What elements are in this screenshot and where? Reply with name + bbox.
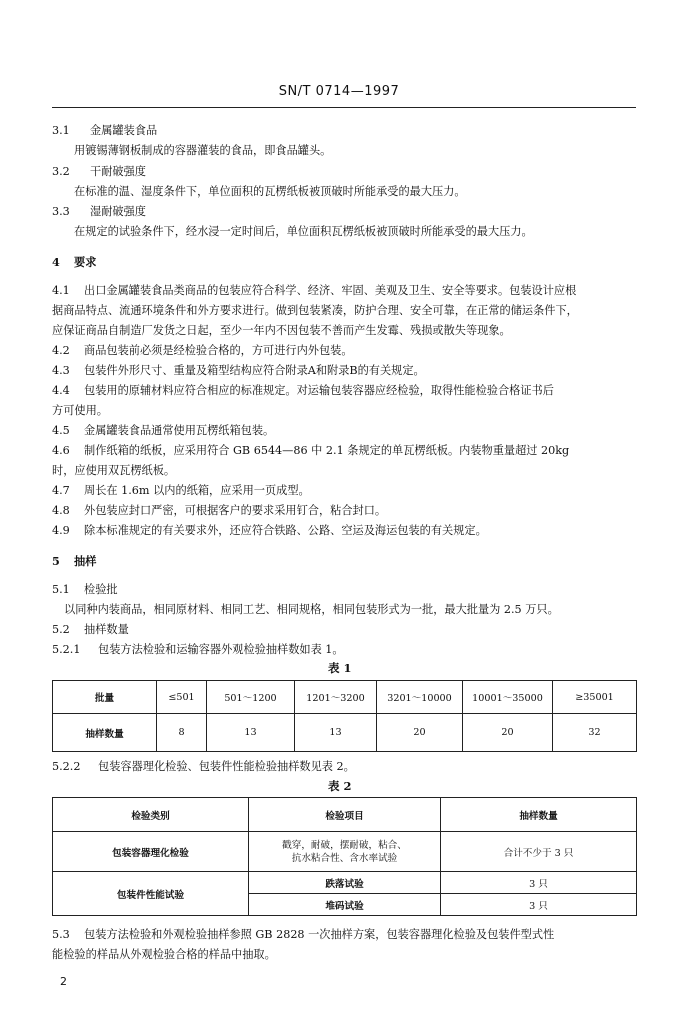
paragraph-text: 外包装应封口严密，可根据客户的要求采用钉合，粘合封口。 bbox=[84, 504, 387, 517]
table-2-caption: 表 2 bbox=[328, 779, 352, 793]
section-number: 4.5 bbox=[52, 424, 70, 437]
table-cell: 合计不少于 3 只 bbox=[441, 832, 637, 872]
page-number: 2 bbox=[60, 975, 67, 988]
section-5-3-line-2: 能检验的样品从外观检验合格的样品中抽取。 bbox=[52, 948, 276, 961]
section-5-2-1 bbox=[52, 643, 344, 657]
table-cell: 501～1200 bbox=[207, 681, 295, 714]
section-title: 要求 bbox=[74, 255, 97, 269]
section-3-1-text: 用镀锡薄钢板制成的容器灌装的食品，即食品罐头。 bbox=[74, 144, 332, 157]
section-4-3 bbox=[52, 364, 425, 378]
section-4-2 bbox=[52, 344, 353, 358]
table-cell: 10001～35000 bbox=[463, 681, 553, 714]
paragraph-text: 除本标准规定的有关要求外，还应符合铁路、公路、空运及海运包装的有关规定。 bbox=[84, 524, 487, 537]
section-number: 4.4 bbox=[52, 384, 70, 397]
section-number: 4.1 bbox=[52, 284, 70, 297]
row-label: 抽样数量 bbox=[53, 714, 157, 752]
paragraph-text: 制作纸箱的纸板，应采用符合 GB 6544—86 中 2.1 条规定的单瓦楞纸板。内装物重量超过 20kg bbox=[84, 444, 570, 457]
section-number: 5.3 bbox=[52, 928, 70, 941]
section-3-2-heading bbox=[52, 165, 146, 179]
paragraph-text: 包装方法检验和外观检验抽样参照 GB 2828 一次抽样方案，包装容器理化检验及包装件型式性 bbox=[84, 928, 555, 941]
table-header-cell: 检验项目 bbox=[249, 798, 441, 832]
section-4-1-line-3: 应保证商品自制造厂发货之日起，至少一年内不因包装不善而产生发霉、残损或散失等现象。 bbox=[52, 324, 511, 337]
table-cell bbox=[249, 832, 441, 872]
section-4-1-line-1 bbox=[52, 284, 576, 298]
section-title: 金属罐装食品 bbox=[90, 124, 158, 137]
section-number: 3.3 bbox=[52, 205, 70, 218]
table-cell: 包装容器理化检验 bbox=[53, 832, 249, 872]
section-number: 5.2.1 bbox=[52, 643, 81, 656]
table-cell: ≥35001 bbox=[553, 681, 637, 714]
section-3-3-heading bbox=[52, 205, 146, 219]
table-header-cell: 抽样数量 bbox=[441, 798, 637, 832]
table-cell: 堆码试验 bbox=[249, 894, 441, 916]
section-4-1-line-2: 据商品特点、流通环境条件和外方要求进行。做到包装紧凑，防护合理、安全可靠，在正常的储运条件下， bbox=[52, 304, 578, 317]
paragraph-text: 金属罐装食品通常使用瓦楞纸箱包装。 bbox=[84, 424, 275, 437]
table-1-header-row bbox=[53, 681, 637, 714]
section-4-4-line-1 bbox=[52, 384, 554, 398]
paragraph-text: 包装用的原辅材料应符合相应的标准规定。对运输包装容器应经检验，取得性能检验合格证书后 bbox=[84, 384, 554, 397]
table-cell: 3 只 bbox=[441, 872, 637, 894]
section-number: 4.7 bbox=[52, 484, 70, 497]
paragraph-text: 包装容器理化检验、包装件性能检验抽样数见表 2。 bbox=[98, 760, 355, 773]
table-cell: 跌落试验 bbox=[249, 872, 441, 894]
section-number: 3.2 bbox=[52, 165, 70, 178]
paragraph-text: 商品包装前必须是经检验合格的，方可进行内外包装。 bbox=[84, 344, 353, 357]
section-number: 3.1 bbox=[52, 124, 70, 137]
section-4-heading bbox=[52, 255, 96, 269]
page-header: SN/T 0714—1997 bbox=[278, 84, 400, 99]
table-cell: 3201～10000 bbox=[377, 681, 463, 714]
table-cell: 20 bbox=[377, 714, 463, 752]
section-4-5 bbox=[52, 424, 274, 438]
section-number: 5.2 bbox=[52, 623, 70, 636]
section-title: 湿耐破强度 bbox=[90, 205, 146, 218]
section-4-6-line-2: 时，应使用双瓦楞纸板。 bbox=[52, 464, 176, 477]
table-cell: 20 bbox=[463, 714, 553, 752]
paragraph-text: 出口金属罐装食品类商品的包装应符合科学、经济、牢固、美观及卫生、安全等要求。包装设计应根 bbox=[84, 284, 577, 297]
table-cell: 8 bbox=[157, 714, 207, 752]
section-number: 5.1 bbox=[52, 583, 70, 596]
section-title: 抽样 bbox=[74, 554, 97, 568]
table-cell: ≤501 bbox=[157, 681, 207, 714]
section-5-1-text: 以同种内装商品，相同原材料、相同工艺、相同规格，相同包装形式为一批，最大批量为 2.5 万只。 bbox=[64, 603, 559, 616]
paragraph-text: 周长在 1.6m 以内的纸箱，应采用一页成型。 bbox=[84, 484, 310, 497]
section-4-4-line-2: 方可使用。 bbox=[52, 404, 108, 417]
table-cell: 13 bbox=[207, 714, 295, 752]
table-1 bbox=[52, 680, 637, 752]
section-3-2-text: 在标准的温、湿度条件下，单位面积的瓦楞纸板被顶破时所能承受的最大压力。 bbox=[74, 185, 466, 198]
section-5-2-2 bbox=[52, 760, 355, 774]
section-4-9 bbox=[52, 524, 487, 538]
section-number: 4.3 bbox=[52, 364, 70, 377]
section-3-3-text: 在规定的试验条件下，经水浸一定时间后，单位面积瓦楞纸板被顶破时所能承受的最大压力。 bbox=[74, 225, 533, 238]
section-title: 抽样数量 bbox=[84, 623, 129, 636]
table-header-cell: 检验类别 bbox=[53, 798, 249, 832]
table-row bbox=[53, 872, 637, 894]
cell-line: 戳穿，耐破，摆耐破，粘合、 bbox=[282, 839, 407, 851]
cell-line: 抗水粘合性、含水率试验 bbox=[291, 852, 398, 864]
table-cell: 32 bbox=[553, 714, 637, 752]
table-cell: 1201～3200 bbox=[295, 681, 377, 714]
section-number: 4.2 bbox=[52, 344, 70, 357]
section-number: 4 bbox=[52, 255, 60, 269]
section-4-8 bbox=[52, 504, 386, 518]
table-cell: 13 bbox=[295, 714, 377, 752]
header-rule bbox=[52, 107, 636, 108]
section-number: 4.6 bbox=[52, 444, 70, 457]
section-5-1-heading bbox=[52, 583, 118, 597]
table-1-value-row bbox=[53, 714, 637, 752]
row-label: 批量 bbox=[53, 681, 157, 714]
section-title: 检验批 bbox=[84, 583, 118, 596]
table-row bbox=[53, 832, 637, 872]
section-4-7 bbox=[52, 484, 310, 498]
paragraph-text: 包装方法检验和运输容器外观检验抽样数如表 1。 bbox=[98, 643, 344, 656]
section-title: 干耐破强度 bbox=[90, 165, 146, 178]
table-cell: 包装件性能试验 bbox=[53, 872, 249, 916]
section-3-1-heading bbox=[52, 124, 157, 138]
section-4-6-line-1 bbox=[52, 444, 569, 458]
section-5-2-heading bbox=[52, 623, 129, 637]
table-2 bbox=[52, 797, 637, 916]
section-number: 4.8 bbox=[52, 504, 70, 517]
section-number: 4.9 bbox=[52, 524, 70, 537]
table-2-header-row bbox=[53, 798, 637, 832]
section-5-3-line-1 bbox=[52, 928, 554, 942]
section-number: 5.2.2 bbox=[52, 760, 81, 773]
section-5-heading bbox=[52, 554, 96, 568]
table-1-caption: 表 1 bbox=[328, 661, 352, 675]
table-cell: 3 只 bbox=[441, 894, 637, 916]
section-number: 5 bbox=[52, 554, 60, 568]
paragraph-text: 包装件外形尺寸、重量及箱型结构应符合附录A和附录B的有关规定。 bbox=[84, 364, 425, 377]
